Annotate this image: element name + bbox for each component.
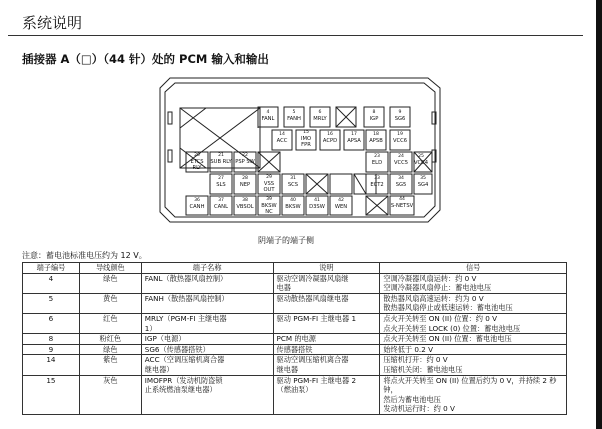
cell-wire-color <box>79 375 141 414</box>
pin-label: SUB RLY <box>210 159 232 165</box>
subtitle-mid: ）（ <box>91 52 110 66</box>
cell-wire-color-line: 绿色 <box>103 344 118 354</box>
pin-label: ACC <box>276 138 288 144</box>
cell-signal <box>380 344 567 355</box>
cell-pin <box>23 344 80 355</box>
pin-label: APSA <box>347 138 361 144</box>
cell-terminal-name-line: 止系统燃油泵继电器） <box>144 385 217 395</box>
pin-25 <box>410 154 432 166</box>
cell-signal-line: 压缩机关闭：蓄电池电压 <box>383 364 463 374</box>
cell-pin-line: 5 <box>48 293 54 303</box>
pin-4 <box>258 110 278 122</box>
cell-pin-line: 14 <box>46 355 56 365</box>
cell-signal-line: 点火开关转至 LOCK (0) 位置：蓄电池电压 <box>383 323 521 333</box>
pin-number: 40 <box>290 198 296 203</box>
cell-description-line: 驱动 PGM-FI 主继电器 1 <box>276 313 357 323</box>
cell-terminal-name-line: IGP（电源） <box>144 334 186 344</box>
pin-29 <box>258 175 280 193</box>
pin-label: CANL <box>214 204 228 210</box>
cell-description <box>273 273 380 293</box>
cell-wire-color-line: 绿色 <box>103 273 118 283</box>
pin-number: 20 <box>194 153 200 158</box>
subtitle-suffix: 针）处的 PCM 输入和输出 <box>125 52 269 66</box>
pin-number: 33 <box>374 176 380 181</box>
pin-38 <box>234 198 256 210</box>
pin-number: 29 <box>266 175 272 180</box>
pin-number: 14 <box>279 132 285 137</box>
cell-signal-line: 然后为蓄电池电压 <box>383 394 441 404</box>
pin-number: 18 <box>373 132 379 137</box>
cell-signal-line: 发动机运行时：约 0 V <box>383 404 455 414</box>
cell-description <box>273 313 380 333</box>
cell-terminal-name-line: ACC（空调压缩机离合器 <box>144 355 225 365</box>
cell-pin <box>23 355 80 375</box>
pin-27 <box>210 176 232 188</box>
pin-16 <box>320 132 340 144</box>
table-row <box>23 293 567 313</box>
pin-label: MRLY <box>313 116 327 122</box>
cell-description <box>273 344 380 355</box>
pin-label: ACPD <box>322 138 338 144</box>
cell-description <box>273 293 380 313</box>
cell-pin-line: 9 <box>48 344 54 354</box>
pin-number: 34 <box>398 176 404 181</box>
pin-number: 21 <box>218 153 224 158</box>
cell-description-line: 驱动散热器风扇继电器 <box>276 293 349 303</box>
pin-label: D3SW <box>309 204 325 210</box>
pin-count: 44 <box>109 52 126 66</box>
pin-label: IMO FPR <box>300 136 312 148</box>
cell-signal <box>380 273 567 293</box>
cell-description <box>273 375 380 414</box>
pin-label: SG5 <box>395 182 407 188</box>
pin-6 <box>310 110 330 122</box>
page-title: 系统说明 <box>22 14 83 32</box>
page-edge-bar <box>596 0 602 429</box>
pin-number: 44 <box>399 197 405 202</box>
cell-description-line: 驱动空调冷凝器风扇继 <box>276 273 349 283</box>
pin-number: 28 <box>242 176 248 181</box>
header-terminal-name: 端子名称 <box>141 263 273 274</box>
header-wire-color: 导线颜色 <box>79 263 141 274</box>
pin-number: 27 <box>218 176 224 181</box>
cell-terminal-name-line: SG6（传感器搭铁） <box>144 344 210 354</box>
pin-label: SG6 <box>394 116 406 122</box>
pin-17 <box>344 132 364 144</box>
pin-label: ETCS RLY <box>190 159 204 171</box>
pin-39 <box>258 197 280 215</box>
pin-20 <box>186 153 208 171</box>
pin-number: 41 <box>314 198 320 203</box>
pin-number: 22 <box>242 153 248 158</box>
cell-signal <box>380 313 567 333</box>
header-pin: 端子编号 <box>23 263 80 274</box>
pin-34 <box>390 176 412 188</box>
pin-number: 37 <box>218 198 224 203</box>
pin-number: 42 <box>338 198 344 203</box>
cell-description-line: PCM 的电源 <box>276 334 316 344</box>
pin-label: SG4 <box>417 182 429 188</box>
table-body <box>23 273 567 414</box>
cell-terminal-name <box>141 293 273 313</box>
header-signal: 信号 <box>380 263 567 274</box>
pin-label: VCC5 <box>393 160 409 166</box>
section-subtitle <box>22 51 269 67</box>
cell-pin <box>23 273 80 293</box>
pin-41 <box>306 198 328 210</box>
pin-number: 6 <box>318 110 322 115</box>
cell-description <box>273 355 380 375</box>
pin-number: 23 <box>374 154 380 159</box>
cell-description <box>273 334 380 345</box>
cell-signal-line: 将点火开关转至 ON (II) 位置后约为 0 V，并持续 2 秒钟， <box>383 375 557 395</box>
pin-number: 25 <box>418 154 424 159</box>
pin-label: CANH <box>189 204 205 210</box>
table-row <box>23 355 567 375</box>
cell-terminal-name <box>141 375 273 414</box>
cell-description-line: （燃油泵） <box>276 385 313 395</box>
pin-37 <box>210 198 232 210</box>
cell-description-line: 继电器 <box>276 364 299 374</box>
voltage-note: 注意：蓄电池标准电压约为 12 V。 <box>22 251 147 260</box>
pin-number: 39 <box>266 197 272 202</box>
pin-44 <box>390 197 414 209</box>
pin-number: 8 <box>372 110 376 115</box>
cell-signal-line: 散热器风扇高速运转：约为 0 V <box>383 293 484 303</box>
pin-number: 24 <box>398 154 404 159</box>
pin-label: FANL <box>261 116 275 122</box>
pin-15 <box>296 130 316 148</box>
pin-label: FANH <box>287 116 301 122</box>
cell-wire-color <box>79 273 141 293</box>
pin-21 <box>210 153 232 165</box>
pin-40 <box>282 198 304 210</box>
pin-22 <box>234 153 256 165</box>
cell-terminal-name <box>141 313 273 333</box>
cell-pin-line: 15 <box>46 375 56 385</box>
table-row <box>23 334 567 345</box>
pin-23 <box>366 154 388 166</box>
pin-number: 19 <box>397 132 403 137</box>
pin-label: ECT2 <box>370 182 384 188</box>
pin-label: WEN <box>334 204 348 210</box>
title-rule <box>8 35 583 36</box>
cell-wire-color-line: 红色 <box>103 313 118 323</box>
cell-terminal-name <box>141 334 273 345</box>
pin-number: 35 <box>420 176 426 181</box>
pin-label: SLS <box>216 182 226 188</box>
cell-pin <box>23 334 80 345</box>
cell-wire-color <box>79 355 141 375</box>
pin-number: 38 <box>242 198 248 203</box>
cell-terminal-name-line: FANH（散热器风扇控制） <box>144 293 229 303</box>
cell-signal <box>380 355 567 375</box>
cell-terminal-name-line: FANL（散热器风扇控制） <box>144 273 228 283</box>
pin-label: VCC4 <box>413 160 429 166</box>
table-row <box>23 344 567 355</box>
pin-8 <box>364 110 384 122</box>
pin-19 <box>390 132 410 144</box>
pin-number: 16 <box>327 132 333 137</box>
header-description: 说明 <box>273 263 380 274</box>
cell-terminal-name-line: MRLY（PGM-FI 主继电器 <box>144 313 227 323</box>
pin-number: 36 <box>194 198 200 203</box>
pin-18 <box>366 132 386 144</box>
cell-signal-line: 压缩机打开：约 0 V <box>383 355 448 365</box>
pin-table <box>22 262 567 415</box>
cell-pin <box>23 375 80 414</box>
pin-number: 31 <box>290 176 296 181</box>
cell-pin-line: 6 <box>48 313 54 323</box>
pin-label: BKSW NC <box>261 203 277 215</box>
cell-signal-line: 始终低于 0.2 V <box>383 344 433 354</box>
table-row <box>23 375 567 414</box>
cell-wire-color <box>79 344 141 355</box>
pin-number: 4 <box>266 110 270 115</box>
cell-wire-color-line: 粉红色 <box>99 334 122 344</box>
cell-signal <box>380 375 567 414</box>
cell-signal <box>380 293 567 313</box>
cell-pin <box>23 313 80 333</box>
table-row <box>23 273 567 293</box>
cell-terminal-name-line: 继电器） <box>144 364 174 374</box>
cell-pin-line: 8 <box>48 334 54 344</box>
connector-symbol: □ <box>80 52 92 66</box>
table-row <box>23 313 567 333</box>
cell-pin <box>23 293 80 313</box>
cell-description-line: 电器 <box>276 283 291 293</box>
cell-terminal-name <box>141 273 273 293</box>
cell-pin-line: 4 <box>48 273 54 283</box>
pin-label: SCS <box>287 182 299 188</box>
cell-signal-line: 散热器风扇停止或低速运转：蓄电池电压 <box>383 303 513 313</box>
cell-signal-line: 空调冷凝器风扇运转：约 0 V <box>383 273 477 283</box>
cell-terminal-name-line: IMOFPR（发动机防盗锁 <box>144 375 223 385</box>
cell-wire-color <box>79 334 141 345</box>
pin-36 <box>186 198 208 210</box>
table-header-row <box>23 263 567 274</box>
cell-terminal-name-line: 1） <box>144 323 157 333</box>
pin-42 <box>330 198 352 210</box>
pin-number: 15 <box>303 130 309 135</box>
cell-wire-color <box>79 313 141 333</box>
pin-label: APSB <box>369 138 383 144</box>
pin-9 <box>390 110 410 122</box>
pin-24 <box>390 154 412 166</box>
pin-label: PSP SW <box>235 159 255 165</box>
pin-33 <box>366 176 388 188</box>
cell-wire-color-line: 黄色 <box>103 293 118 303</box>
pin-5 <box>284 110 304 122</box>
cell-description-line: 驱动 PGM-FI 主继电器 2 <box>276 375 357 385</box>
subtitle-prefix: 插接器 A（ <box>22 52 81 66</box>
pin-label: ELD <box>371 160 383 166</box>
cell-signal-line: 空调冷凝器风扇停止：蓄电池电压 <box>383 283 492 293</box>
pin-label: NEP <box>239 182 251 188</box>
pin-number: 5 <box>292 110 296 115</box>
pin-number: 9 <box>398 110 402 115</box>
pin-label: BKSW <box>285 204 301 210</box>
terminal-side-caption: 阴端子的端子侧 <box>258 236 314 245</box>
cell-signal-line: 点火开关转至 ON (II) 位置：蓄电池电压 <box>383 334 512 344</box>
cell-terminal-name <box>141 344 273 355</box>
pin-31 <box>282 176 304 188</box>
pin-14 <box>272 132 292 144</box>
pin-number: 17 <box>351 132 357 137</box>
cell-wire-color-line: 灰色 <box>103 375 118 385</box>
cell-signal <box>380 334 567 345</box>
pin-label: VCC6 <box>392 138 408 144</box>
cell-description-line: 传感器搭铁 <box>276 344 313 354</box>
pin-label: S-NETSV <box>390 203 414 209</box>
cell-signal-line: 点火开关转至 ON (II) 位置：约 0 V <box>383 313 497 323</box>
pin-label: IGP <box>369 116 379 122</box>
pin-label: VBSOL <box>236 204 254 210</box>
cell-description-line: 驱动空调压缩机离合器 <box>276 355 349 365</box>
pin-label: VSS OUT <box>263 181 275 193</box>
cell-terminal-name <box>141 355 273 375</box>
pin-35 <box>412 176 434 188</box>
cell-wire-color-line: 紫色 <box>103 355 118 365</box>
pin-28 <box>234 176 256 188</box>
cell-wire-color <box>79 293 141 313</box>
